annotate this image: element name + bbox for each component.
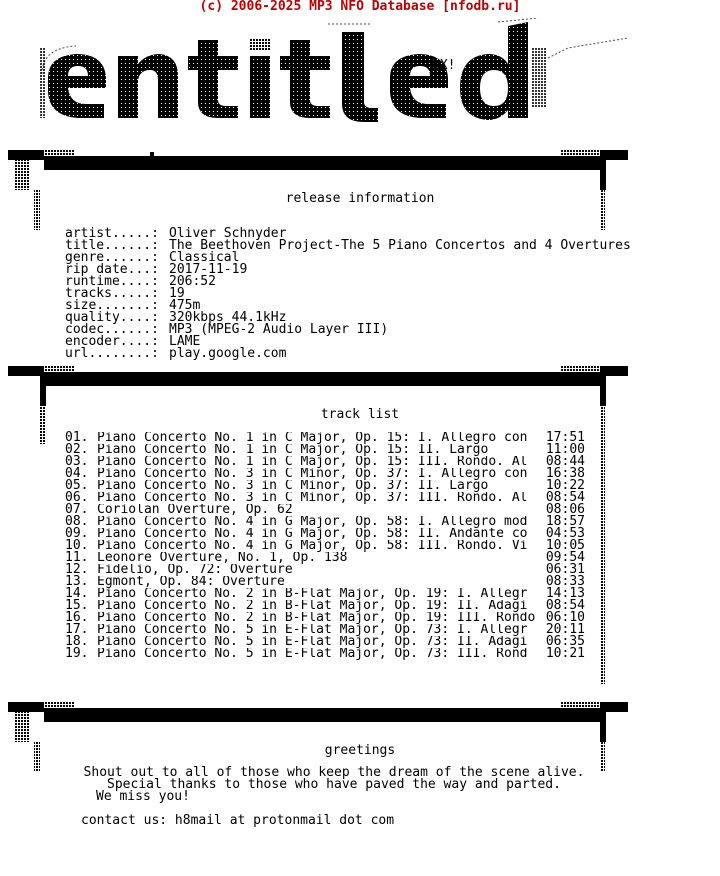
- info-value: MP3 (MPEG-2 Audio Layer III): [169, 322, 389, 337]
- logo-tag: hX!: [432, 58, 456, 73]
- track-number: 01.: [65, 430, 89, 445]
- track-title: Piano Concerto No. 3 in C Minor, Op. 37: II. Largo: [97, 480, 489, 492]
- track-number: 19.: [65, 646, 89, 661]
- tracklist-heading: track list: [320, 407, 400, 422]
- track-number: 16.: [65, 610, 89, 625]
- track-number: 02.: [65, 442, 89, 457]
- info-value: 19: [169, 286, 185, 301]
- info-key: rip date...:: [65, 262, 159, 277]
- track-row: [65, 468, 585, 480]
- track-row: [65, 516, 585, 528]
- track-title: Piano Concerto No. 5 in E-Flat Major, Op. 73: I. Allegr: [97, 624, 528, 636]
- track-title: Piano Concerto No. 4 in G Major, Op. 58: II. Andante co: [97, 528, 528, 540]
- track-duration: 10:22: [545, 478, 585, 493]
- track-number: 08.: [65, 514, 89, 529]
- track-duration: 20:11: [545, 622, 585, 637]
- track-duration: 10:21: [545, 646, 585, 661]
- track-title: Piano Concerto No. 1 in C Major, Op. 15: III. Rondo. Al: [97, 456, 528, 468]
- track-duration: 14:13: [545, 586, 585, 601]
- info-key: url........:: [65, 346, 159, 361]
- greetings-heading: greetings: [324, 743, 396, 758]
- track-number: 09.: [65, 526, 89, 541]
- track-row: [65, 480, 585, 492]
- track-row: [65, 444, 585, 456]
- track-duration: 06:10: [545, 610, 585, 625]
- info-value: Classical: [169, 250, 240, 265]
- track-duration: 08:54: [545, 598, 585, 613]
- track-title: Piano Concerto No. 3 in C Minor, Op. 37: III. Rondo. Al: [97, 492, 528, 504]
- tracklist-side-right: [598, 404, 608, 684]
- track-title: Piano Concerto No. 1 in C Major, Op. 15: II. Largo: [97, 444, 489, 456]
- track-title: Piano Concerto No. 2 in B-Flat Major, Op. 19: III. Rondo: [97, 612, 536, 624]
- info-key: encoder....:: [65, 334, 159, 349]
- info-key: quality....:: [65, 310, 159, 325]
- release-heading: release information: [285, 191, 435, 206]
- greet-line-3: We miss you!: [96, 789, 190, 804]
- track-title: Piano Concerto No. 5 in E-Flat Major, Op. 73: II. Adagi: [97, 636, 528, 648]
- track-duration: 08:44: [545, 454, 585, 469]
- track-duration: 17:51: [545, 430, 585, 445]
- divider-top: [0, 150, 720, 190]
- track-number: 13.: [65, 574, 89, 589]
- track-number: 14.: [65, 586, 89, 601]
- divider-tracklist: [0, 366, 720, 406]
- entitled-logo: [28, 18, 628, 138]
- info-value: 2017-11-19: [169, 262, 248, 277]
- track-duration: 11:00: [545, 442, 585, 457]
- track-duration: 09:54: [545, 550, 585, 565]
- release-info: [65, 228, 631, 360]
- track-number: 07.: [65, 502, 89, 517]
- track-row: [65, 492, 585, 504]
- track-number: 11.: [65, 550, 89, 565]
- track-row: [65, 504, 585, 516]
- track-title: Piano Concerto No. 1 in C Major, Op. 15: I. Allegro con: [97, 432, 528, 444]
- track-number: 10.: [65, 538, 89, 553]
- track-duration: 08:54: [545, 490, 585, 505]
- info-value: Oliver Schnyder: [169, 226, 287, 241]
- track-title: Piano Concerto No. 2 in B-Flat Major, Op. 19: I. Allegr: [97, 588, 528, 600]
- track-row: [65, 648, 585, 660]
- info-value: play.google.com: [169, 346, 287, 361]
- track-number: 04.: [65, 466, 89, 481]
- track-title: Piano Concerto No. 2 in B-Flat Major, Op. 19: II. Adagi: [97, 600, 528, 612]
- info-value: 206:52: [169, 274, 216, 289]
- track-title: Egmont, Op. 84: Overture: [97, 576, 285, 588]
- track-row: [65, 636, 585, 648]
- track-title: Fidelio, Op. 72: Overture: [97, 564, 293, 576]
- info-key: genre......:: [65, 250, 159, 265]
- track-row: [65, 612, 585, 624]
- info-row: [65, 348, 631, 360]
- info-key: size.......:: [65, 298, 159, 313]
- track-number: 15.: [65, 598, 89, 613]
- track-number: 12.: [65, 562, 89, 577]
- info-key: title......:: [65, 238, 159, 253]
- track-title: Piano Concerto No. 5 in E-Flat Major, Op. 73: III. Rond: [97, 648, 528, 660]
- track-duration: 06:35: [545, 634, 585, 649]
- track-title: Piano Concerto No. 3 in C Minor, Op. 37: I. Allegro con: [97, 468, 528, 480]
- track-number: 17.: [65, 622, 89, 637]
- contact-line: contact us: h8mail at protonmail dot com: [81, 813, 395, 828]
- track-row: [65, 564, 585, 576]
- info-value: The Beethoven Project-The 5 Piano Concertos and 4 Overtures: [169, 238, 631, 253]
- track-row: [65, 552, 585, 564]
- info-key: runtime....:: [65, 274, 159, 289]
- greet-line-2: Special thanks to those who have paved the way and parted.: [107, 777, 561, 792]
- greet-line-1: Shout out to all of those who keep the dream of the scene alive.: [83, 765, 585, 780]
- track-row: [65, 456, 585, 468]
- info-value: LAME: [169, 334, 201, 349]
- track-duration: 16:38: [545, 466, 585, 481]
- track-title: Piano Concerto No. 4 in G Major, Op. 58: I. Allegro mod: [97, 516, 528, 528]
- info-key: tracks.....:: [65, 286, 159, 301]
- track-title: Piano Concerto No. 4 in G Major, Op. 58: III. Rondo. Vi: [97, 540, 528, 552]
- track-duration: 06:31: [545, 562, 585, 577]
- track-list: [65, 432, 585, 660]
- track-duration: 08:33: [545, 574, 585, 589]
- info-key: artist.....:: [65, 226, 159, 241]
- greetings-text: [56, 767, 612, 803]
- track-duration: 10:05: [545, 538, 585, 553]
- track-row: [65, 588, 585, 600]
- track-row: [65, 600, 585, 612]
- track-title: Leonore Overture, No. 1, Op. 138: [97, 552, 348, 564]
- copyright-credit: (c) 2006-2025 MP3 NFO Database [nfodb.ru]: [199, 0, 521, 14]
- info-key: codec......:: [65, 322, 159, 337]
- track-row: [65, 624, 585, 636]
- track-number: 18.: [65, 634, 89, 649]
- track-title: Coriolan Overture, Op. 62: [97, 504, 293, 516]
- track-row: [65, 432, 585, 444]
- track-number: 05.: [65, 478, 89, 493]
- info-value: 475m: [169, 298, 201, 313]
- track-number: 06.: [65, 490, 89, 505]
- track-number: 03.: [65, 454, 89, 469]
- track-row: [65, 528, 585, 540]
- track-row: [65, 576, 585, 588]
- track-row: [65, 540, 585, 552]
- track-duration: 04:53: [545, 526, 585, 541]
- track-duration: 08:06: [545, 502, 585, 517]
- info-value: 320kbps 44.1kHz: [169, 310, 287, 325]
- track-duration: 18:57: [545, 514, 585, 529]
- divider-greetings: [0, 702, 720, 742]
